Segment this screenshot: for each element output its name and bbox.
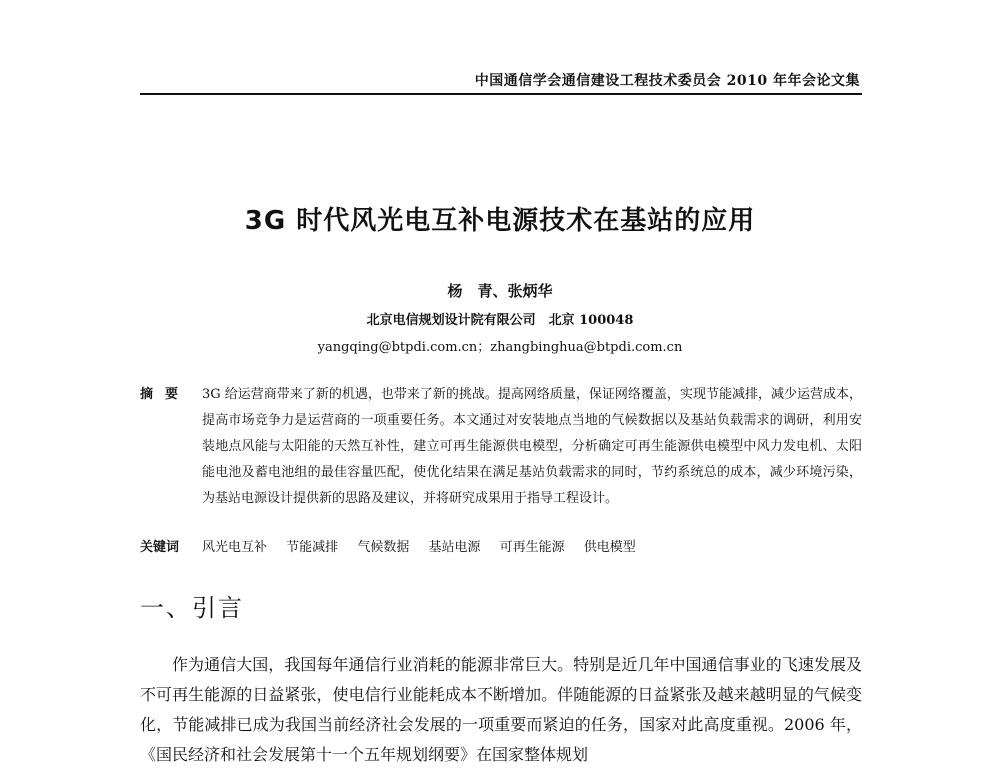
keyword: 节能减排 — [286, 540, 339, 555]
abstract-label: 摘要 — [140, 387, 191, 402]
keyword: 气候数据 — [357, 540, 410, 555]
abstract — [140, 382, 862, 512]
keyword: 基站电源 — [428, 540, 481, 555]
paper-title: 3G 时代风光电互补电源技术在基站的应用 — [244, 206, 756, 236]
authors: 杨 青、张炳华 — [447, 282, 553, 300]
keyword-list — [202, 536, 651, 560]
keyword: 风光电互补 — [202, 540, 268, 555]
body-paragraph: 作为通信大国，我国每年通信行业消耗的能源非常巨大。特别是近几年中国通信事业的飞速发展及不可再生能源的日益紧张，使电信行业能耗成本不断增加。伴随能源的日益紧张及越来越明显的气候变化，节能减排已成为我国当前经济社会发展的一项重要而紧迫的任务，国家对此高度重视。2006 年，《国民经济和社会发展第十一个五年规划纲要》在国家整体规划 — [140, 655, 862, 764]
keyword: 可再生能源 — [499, 540, 565, 555]
abstract-text: 3G 给运营商带来了新的机遇，也带来了新的挑战。提高网络质量，保证网络覆盖，实现节能减排，减少运营成本，提高市场竞争力是运营商的一项重要任务。本文通过对安装地点当地的气候数据以及基站负载需求的调研，利用安装地点风能与太阳能的天然互补性，建立可再生能源供电模型，分析确定可再生能源供电模型中风力发电机、太阳能电池及蓄电池组的最佳容量匹配，使优化结果在满足基站负载需求的同时，节约系统总的成本，减少环境污染，为基站电源设计提供新的思路及建议，并将研究成果用于指导工程设计。 — [202, 387, 862, 506]
keywords-label: 关键词 — [140, 540, 180, 555]
affiliation: 北京电信规划设计院有限公司 北京 100048 — [366, 313, 634, 328]
running-header: 中国通信学会通信建设工程技术委员会 2010 年年会论文集 — [474, 73, 860, 89]
section-heading: 一、引言 — [140, 594, 244, 622]
keywords — [140, 536, 862, 560]
author-emails: yangqing@btpdi.com.cn；zhangbinghua@btpdi.com.cn — [317, 340, 683, 355]
keyword: 供电模型 — [583, 540, 636, 555]
header-rule — [140, 93, 862, 95]
